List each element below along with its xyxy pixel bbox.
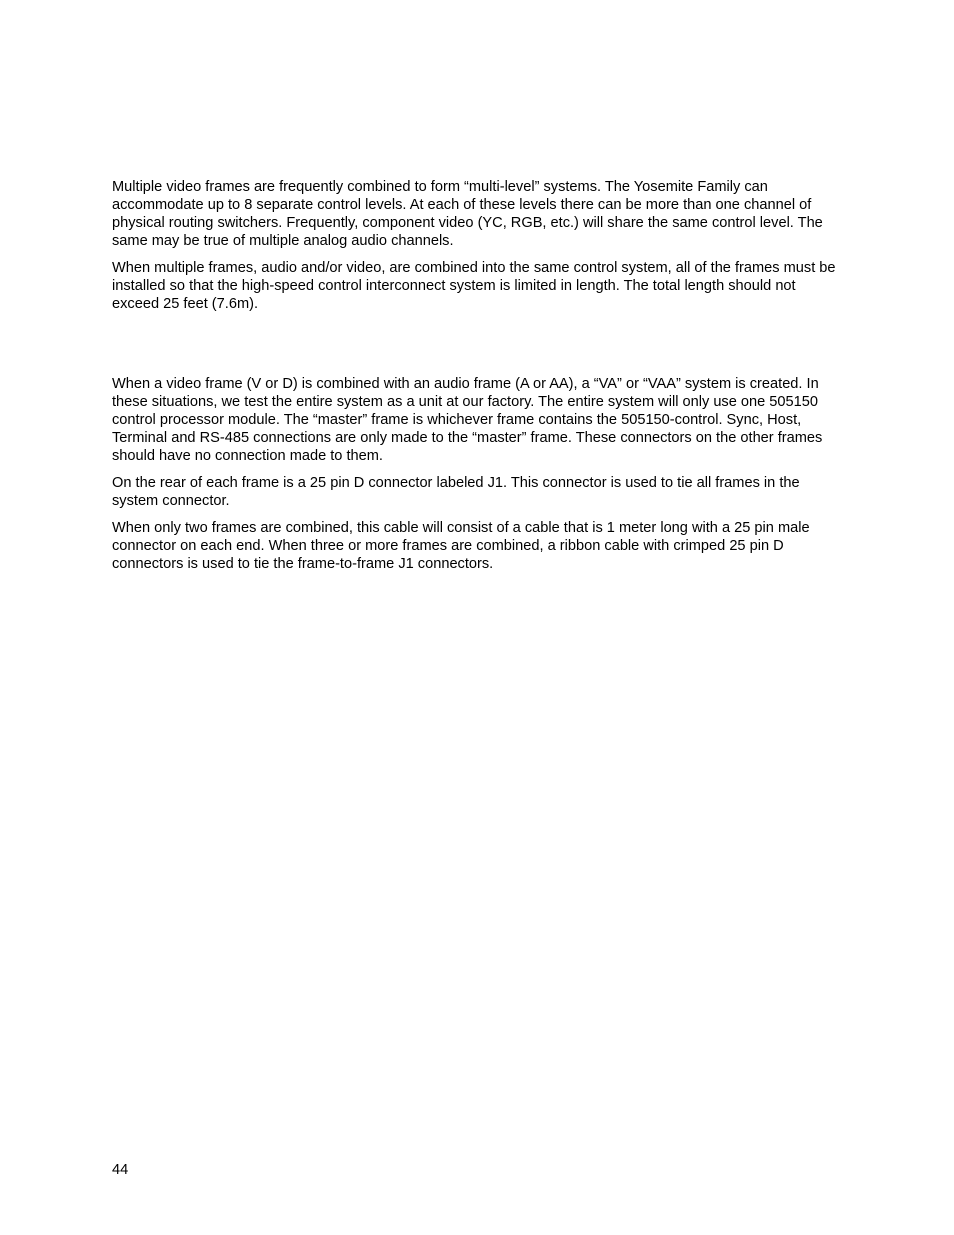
paragraph-va-vaa-systems: When a video frame (V or D) is combined with an audio frame (A or AA), a “VA” or “VAA” system is created. In these situations, we test the entire system as a unit at our factory. The entire system will only use one 505150 control processor module. The “master” frame is whichever frame contains the 505150-control. Sync, Host, Terminal and RS-485 connections are only made to the “master” frame. These connectors on the other frames should have no connection made to them. (112, 376, 823, 465)
paragraph-multi-level-systems: Multiple video frames are frequently combined to form “multi-level” systems. The Yosemite Family can accommodate up to 8 separate control levels. At each of these levels there can be more than one channel of physical routing switchers. Frequently, component video (YC, RGB, etc.) will share the same control level. The same may be true of multiple analog audio channels. (112, 179, 823, 250)
paragraph-cable-description: When only two frames are combined, this cable will consist of a cable that is 1 meter long with a 25 pin male connector on each end. When three or more frames are combined, a ribbon cable with crimped 25 pin D connectors is used to tie the frame-to-frame J1 connectors. (112, 520, 810, 573)
paragraph-j1-connector: On the rear of each frame is a 25 pin D connector labeled J1. This connector is used to tie all frames in the system connector. (112, 475, 800, 510)
page-number: 44 (112, 1162, 129, 1178)
paragraph-interconnect-length: When multiple frames, audio and/or video, are combined into the same control system, all of the frames must be installed so that the high-speed control interconnect system is limited in length. The total length should not exceed 25 feet (7.6m). (112, 260, 836, 313)
